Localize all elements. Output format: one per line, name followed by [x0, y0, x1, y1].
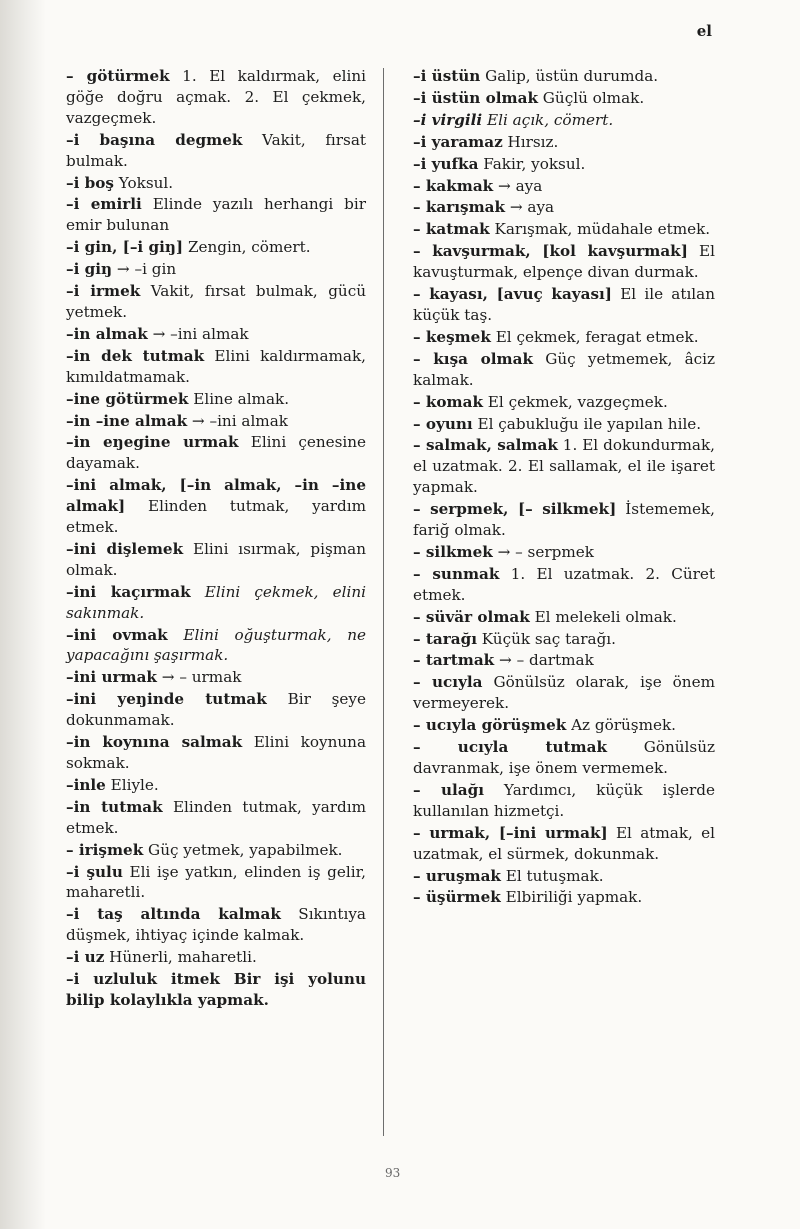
dictionary-entry	[66, 582, 366, 624]
dictionary-entry	[413, 327, 715, 348]
entry-term: –ini ovmak	[66, 625, 168, 644]
entry-term: –i gin, [–i giŋ]	[66, 238, 184, 257]
entry-term: – kakmak	[413, 176, 494, 195]
entry-term: –i yaramaz	[413, 132, 503, 151]
dictionary-entry	[413, 737, 715, 779]
entry-term: – oyunı	[413, 414, 473, 433]
entry-definition: Vakit, fırsat bulmak.	[66, 130, 367, 170]
dictionary-entry	[413, 110, 715, 131]
entry-term: –i virgili	[413, 110, 483, 129]
entry-definition: El çekmek, feragat etmek.	[490, 327, 699, 346]
entry-term: – karışmak	[413, 198, 506, 217]
entry-term: –in dek tutmak	[66, 346, 205, 365]
dictionary-entry	[413, 66, 715, 87]
entry-term: – tartmak	[413, 651, 495, 670]
scan-edge-shadow	[0, 0, 46, 1229]
dictionary-entry	[413, 392, 715, 413]
entry-definition: El atmak, el uzatmak, el sürmek, dokunmak.	[413, 823, 716, 863]
entry-term: – ucıyla görüşmek	[413, 716, 567, 735]
entry-definition: Elini koynuna sokmak.	[66, 733, 367, 772]
dictionary-entry	[66, 281, 366, 323]
entry-definition: Elini çekmek, elini sakınmak.	[66, 582, 367, 622]
entry-definition: Elinde yazılı herhangi bir emir bulunan	[66, 195, 366, 235]
entry-definition: Elinden tutmak, yardım etmek.	[66, 797, 366, 837]
entry-definition: El tutuşmak.	[500, 866, 604, 885]
entry-definition: Elini kaldırmamak, kımıldatmamak.	[66, 346, 367, 386]
dictionary-entry	[413, 823, 715, 865]
entry-definition: → –ini almak	[147, 324, 249, 343]
dictionary-entry	[66, 732, 366, 774]
entry-definition: Eliyle.	[105, 775, 159, 794]
dictionary-entry	[413, 349, 715, 391]
dictionary-entry	[66, 194, 366, 236]
entry-definition: El kavuşturmak, elpençe divan durmak.	[413, 242, 715, 282]
entry-definition: Elini ısırmak, pişman olmak.	[66, 539, 366, 579]
column-divider	[383, 68, 384, 1136]
entry-definition: Güçlü olmak.	[537, 88, 645, 107]
entry-definition: Az görüşmek.	[566, 716, 677, 735]
dictionary-entry	[66, 969, 366, 1011]
dictionary-entry	[413, 564, 715, 606]
right-column	[413, 66, 715, 909]
entry-term: –i taş altında kalmak	[66, 905, 281, 924]
entry-definition: İstememek, fariğ olmak.	[413, 500, 715, 540]
entry-term: –ini kaçırmak	[66, 582, 191, 601]
dictionary-entry	[413, 629, 715, 650]
dictionary-entry	[66, 667, 366, 688]
entry-definition: → – dartmak	[494, 651, 594, 670]
dictionary-entry	[413, 176, 715, 197]
dictionary-entry	[413, 607, 715, 628]
entry-term: – silkmek	[413, 542, 493, 561]
entry-definition: Eli açık, cömert.	[482, 110, 614, 129]
entry-term: – kışa olmak	[413, 349, 533, 368]
dictionary-entry	[66, 840, 366, 861]
entry-definition: Hırsız.	[502, 132, 559, 151]
entry-definition: Galip, üstün durumda.	[480, 67, 659, 85]
dictionary-entry	[66, 775, 366, 796]
entry-term: –i boş	[66, 173, 114, 192]
entry-term: –i üstün olmak	[413, 88, 538, 107]
entry-term: –in koynına salmak	[66, 733, 243, 752]
dictionary-entry	[413, 435, 715, 498]
dictionary-entry	[66, 539, 366, 581]
dictionary-entry	[66, 324, 366, 345]
entry-term: –i üstün	[413, 67, 481, 85]
dictionary-entry	[66, 475, 366, 538]
entry-term: – süvär olmak	[413, 607, 530, 626]
dictionary-entry	[66, 625, 366, 667]
dictionary-entry	[66, 432, 366, 474]
entry-term: –in almak	[66, 324, 148, 343]
dictionary-entry	[66, 346, 366, 388]
entry-term: – keşmek	[413, 327, 491, 346]
entry-term: –ini dişlemek	[66, 539, 184, 558]
entry-definition: Sıkıntıya düşmek, ihtiyaç içinde kalmak.	[66, 905, 366, 945]
entry-term: – üşürmek	[413, 888, 501, 907]
entry-definition: Bir şeye dokunmamak.	[66, 690, 366, 730]
entry-definition: Elbiriliği yapmak.	[500, 888, 643, 907]
dictionary-entry	[413, 672, 715, 714]
entry-definition: Elini çenesine dayamak.	[66, 433, 367, 473]
entry-definition: El melekeli olmak.	[529, 607, 677, 626]
dictionary-entry	[66, 66, 366, 129]
dictionary-entry	[413, 154, 715, 175]
dictionary-entry	[413, 219, 715, 240]
entry-term: – götürmek	[66, 67, 170, 85]
dictionary-entry	[413, 866, 715, 887]
entry-term: –i uzluluk itmek	[66, 970, 220, 989]
dictionary-entry	[66, 947, 366, 968]
dictionary-entry	[66, 237, 366, 258]
entry-term: –ine götürmek	[66, 389, 189, 408]
entry-definition: Küçük saç tarağı.	[476, 629, 616, 648]
entry-definition: Elinden tutmak, yardım etmek.	[66, 497, 366, 537]
entry-definition: → – urmak	[156, 668, 242, 687]
entry-term: – salmak, salmak	[413, 436, 558, 455]
entry-term: – katmak	[413, 220, 490, 239]
entry-term: –ini urmak	[66, 668, 157, 687]
running-headword: el	[696, 22, 712, 40]
entry-definition: Vakit, fırsat bulmak, gücü yetmek.	[66, 282, 366, 321]
page-number: 93	[385, 1166, 401, 1180]
entry-definition: Hünerli, maharetli.	[104, 948, 257, 967]
dictionary-entry	[413, 499, 715, 541]
entry-term: –ini almak, [–in almak, –in –ine almak]	[66, 476, 366, 516]
entry-definition: → –i gin	[112, 260, 177, 279]
entry-term: –i irmek	[66, 282, 141, 301]
dictionary-entry	[413, 780, 715, 822]
entry-definition: Yoksul.	[113, 173, 174, 192]
dictionary-entry	[413, 284, 715, 326]
entry-definition: → –ini almak	[187, 411, 288, 430]
entry-term: – kayası, [avuç kayası]	[413, 285, 612, 304]
entry-definition: → – serpmek	[492, 542, 594, 561]
entry-term: –inle	[66, 775, 106, 794]
dictionary-entry	[66, 689, 366, 731]
entry-term: – uruşmak	[413, 866, 501, 885]
entry-definition: 1. El dokundurmak, el uzatmak. 2. El sallamak, el ile işaret yapmak.	[413, 436, 715, 497]
entry-term: – sunmak	[413, 564, 500, 583]
dictionary-entry	[66, 904, 366, 946]
entry-term: – komak	[413, 392, 483, 411]
dictionary-entry	[413, 650, 715, 671]
entry-term: –i uz	[66, 948, 105, 967]
entry-term: – kavşurmak, [kol kavşurmak]	[413, 242, 688, 261]
entry-term: – irişmek	[66, 840, 144, 859]
entry-definition: → aya	[505, 198, 555, 217]
entry-definition: El ile atılan küçük taş.	[413, 285, 715, 324]
entry-definition: Güç yetmemek, âciz kalmak.	[413, 349, 716, 389]
dictionary-entry	[413, 132, 715, 153]
entry-term: –ini yeŋinde tutmak	[66, 690, 267, 709]
entry-definition: Elini oğuşturmak, ne yapacağını şaşırmak.	[66, 625, 366, 665]
dictionary-entry	[66, 797, 366, 839]
dictionary-entry	[66, 862, 366, 904]
entry-term: –i yufka	[413, 154, 479, 173]
entry-term: –i giŋ	[66, 260, 113, 279]
dictionary-entry	[413, 542, 715, 563]
dictionary-entry	[413, 241, 715, 283]
entry-term: – tarağı	[413, 629, 477, 648]
entry-term: – ulağı	[413, 780, 484, 799]
left-column	[66, 66, 366, 1012]
entry-term: –in eŋegine urmak	[66, 433, 239, 452]
entry-definition: Zengin, cömert.	[183, 238, 311, 257]
entry-term: –i emirli	[66, 195, 142, 214]
entry-definition: Yardımcı, küçük işlerde kullanılan hizmetçi.	[413, 780, 715, 820]
entry-definition: El çabukluğu ile yapılan hile.	[472, 414, 702, 433]
entry-definition: Eline almak.	[188, 389, 290, 408]
entry-term: – ucıyla	[413, 673, 483, 692]
entry-term: – urmak, [–ini urmak]	[413, 823, 608, 842]
dictionary-entry	[413, 414, 715, 435]
entry-definition: → aya	[493, 176, 543, 195]
dictionary-entry	[66, 130, 366, 172]
entry-definition: El çekmek, vazgeçmek.	[482, 392, 668, 411]
entry-definition: 1. El uzatmak. 2. Cüret etmek.	[413, 564, 715, 604]
entry-definition: Gönülsüz olarak, işe önem vermeyerek.	[413, 673, 715, 713]
entry-definition: Eli işe yatkın, elinden iş gelir, maharetli.	[66, 862, 366, 902]
entry-definition: Karışmak, müdahale etmek.	[489, 220, 711, 239]
entry-term: –in tutmak	[66, 797, 163, 816]
entry-definition: Gönülsüz davranmak, işe önem vermemek.	[413, 738, 715, 777]
entry-term: –i başına degmek	[66, 130, 243, 149]
dictionary-entry	[66, 259, 366, 280]
dictionary-entry	[66, 411, 366, 432]
dictionary-entry	[413, 715, 715, 736]
entry-definition: 1. El kaldırmak, elini göğe doğru açmak. 2. El çekmek, vazgeçmek.	[66, 67, 366, 127]
dictionary-entry	[413, 88, 715, 109]
dictionary-entry	[413, 197, 715, 218]
entry-definition: Fakir, yoksul.	[478, 154, 586, 173]
dictionary-entry	[66, 173, 366, 194]
dictionary-entry	[66, 389, 366, 410]
entry-definition: Güç yetmek, yapabilmek.	[143, 840, 343, 859]
dictionary-entry	[413, 887, 715, 908]
entry-term: – ucıyla tutmak	[413, 738, 607, 757]
entry-definition: Bir işi yolunu bilip kolaylıkla yapmak.	[66, 970, 366, 1009]
entry-term: –i şulu	[66, 862, 123, 881]
entry-term: – serpmek, [– silkmek]	[413, 500, 617, 519]
entry-term: –in –ine almak	[66, 411, 188, 430]
